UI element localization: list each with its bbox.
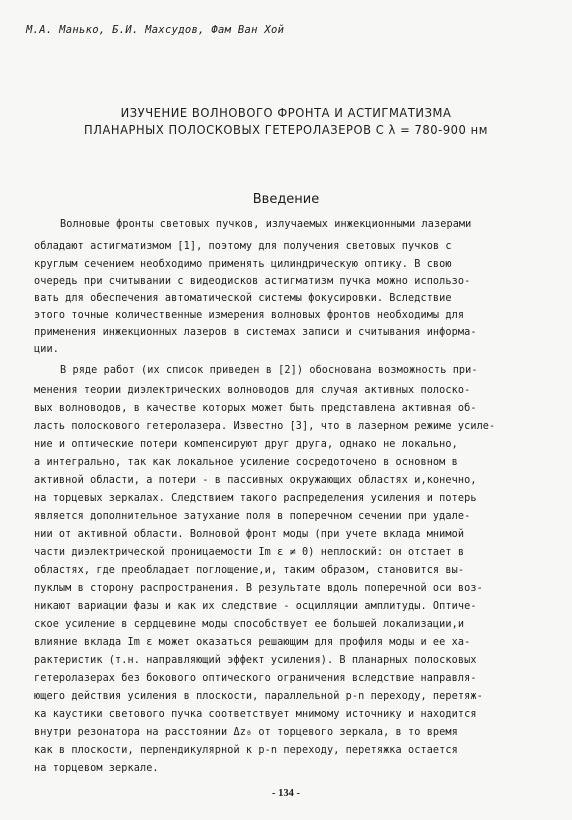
text-line: вать для обеспечения автоматической системы фокусировки. Вследствие	[34, 293, 452, 304]
text-line: влияние вклада Im ε может оказаться решающим для профиля моды и ее ха-	[34, 637, 471, 648]
text-line: пуклым в сторону распространения. В результате вдоль поперечной оси воз-	[34, 583, 483, 594]
text-line: как в плоскости, перпендикулярной к p-n переходу, перетяжка остается	[34, 745, 458, 756]
text-line: никают вариации фазы и как их следствие - осцилляции амплитуды. Оптиче-	[34, 601, 477, 612]
page-number: - 134 -	[272, 788, 300, 799]
text-line: внутри резонатора на расстоянии Δz₀ от торцевого зеркала, в то время	[34, 727, 458, 738]
text-line: нии от активной области. Волновой фронт моды (при учете вклада мнимой	[34, 529, 465, 540]
text-line: применения инжекционных лазеров в системах записи и считывания информа-	[34, 327, 477, 338]
text-line: круглым сечением необходимо применять цилиндрическую оптику. В свою	[34, 259, 452, 270]
text-line: очередь при считывании с видеодисков астигматизм пучка можно использо-	[34, 276, 471, 287]
text-line: областях, где преобладает поглощение,и, таким образом, становится вы-	[34, 565, 465, 576]
text-line: ние и оптические потери компенсируют друг друга, однако не локально,	[34, 439, 458, 450]
text-line: является дополнительное затухание поля в поперечном сечении при удале-	[34, 511, 471, 522]
title-line-2: ПЛАНАРНЫХ ПОЛОСКОВЫХ ГЕТЕРОЛАЗЕРОВ С λ = 780-900 нм	[84, 122, 488, 137]
title-line-1: ИЗУЧЕНИЕ ВОЛНОВОГО ФРОНТА И АСТИГМАТИЗМА	[120, 105, 452, 120]
authors: М.А. Манько, Б.И. Махсудов, Фам Ван Хой	[26, 24, 285, 36]
text-line: части диэлектрической проницаемости Im ε ≠ 0) неплоский: он отстает в	[34, 547, 465, 558]
text-line: ка каустики светового пучка соответствует мнимому источнику и находится	[34, 709, 477, 720]
section-heading: Введение	[252, 192, 320, 207]
text-line: рактеристик (т.н. направляющий эффект усиления). В планарных полосковых	[34, 655, 477, 666]
text-line: менения теории диэлектрических волноводов для случая активных полоско-	[34, 385, 471, 396]
paper-title	[23, 104, 549, 138]
text-line: ющего действия усиления в плоскости, параллельной p-n переходу, перетяж-	[34, 691, 483, 702]
text-line: гетеролазерах без бокового оптического ограничения вследствие направля-	[34, 673, 477, 684]
text-line: ское усиление в сердцевине моды способствует ее большей локализации,и	[34, 619, 465, 630]
text-line: обладают астигматизмом [1], поэтому для получения световых пучков с	[34, 241, 452, 252]
text-line: вых волноводов, в качестве которых может быть представлена активная об-	[34, 403, 477, 414]
text-line: на торцевом зеркале.	[34, 763, 159, 774]
text-line: а интегрально, так как локальное усиление сосредоточено в основном в	[34, 457, 458, 468]
text-line: В ряде работ (их список приведен в [2]) обоснована возможность при-	[60, 365, 478, 376]
text-line: активной области, а потери - в пассивных окружающих областях и,конечно,	[34, 475, 477, 486]
text-line: этого точные количественные измерения волновых фронтов необходимы для	[34, 310, 465, 321]
text-line: на торцевых зеркалах. Следствием такого распределения усиления и потерь	[34, 493, 477, 504]
text-line: ласть полоскового гетеролазера. Известно [3], что в лазерном режиме усиле-	[34, 421, 496, 432]
text-line: Волновые фронты световых пучков, излучаемых инжекционными лазерами	[60, 219, 472, 230]
text-line: ции.	[34, 344, 59, 355]
